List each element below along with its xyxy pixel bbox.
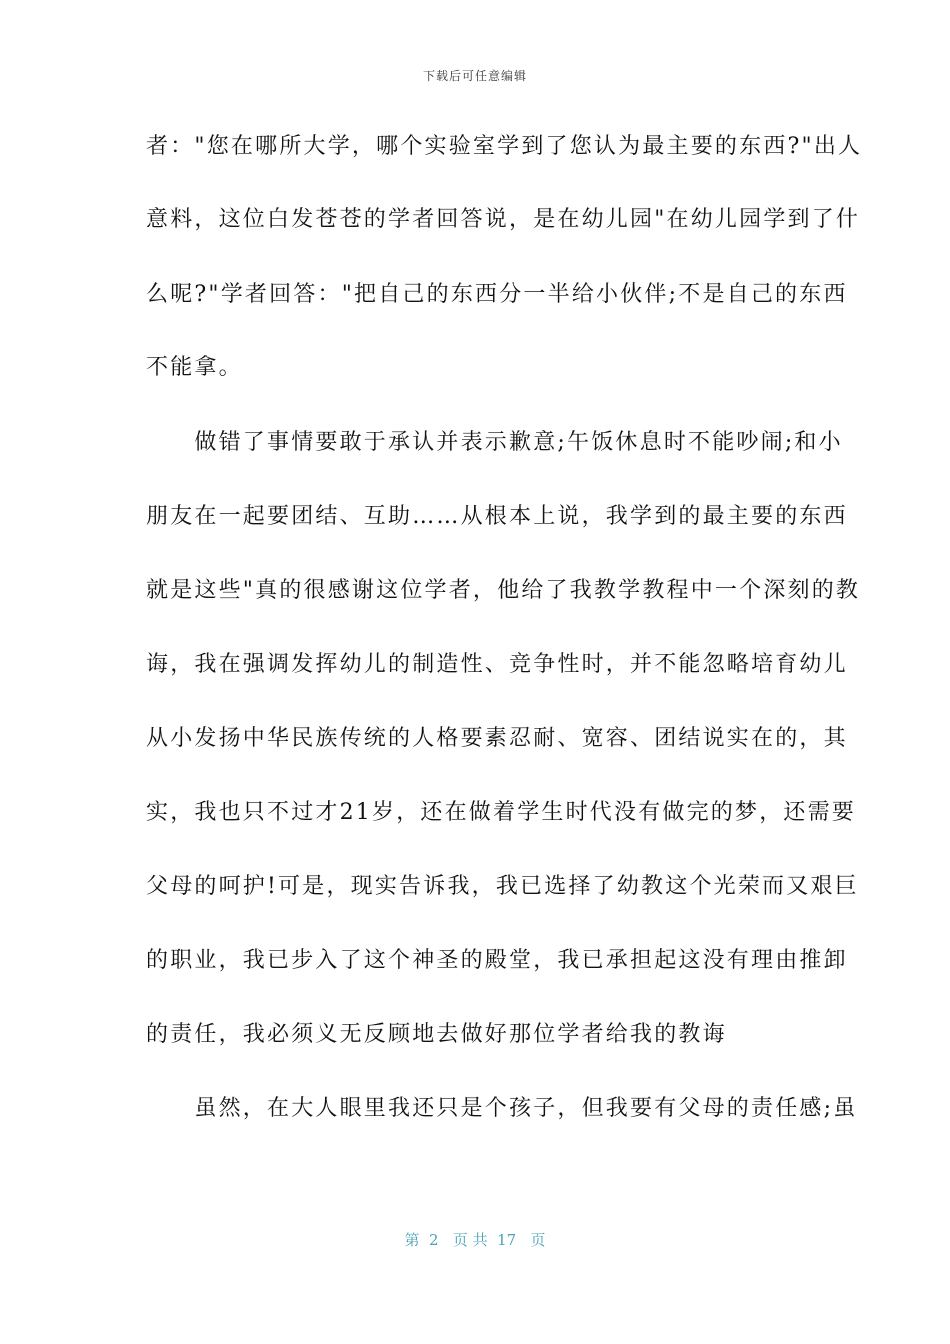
text-line: 朋友在一起要团结、互助……从根本上说，我学到的最主要的东西 (146, 504, 848, 529)
text-line: 父母的呵护!可是，现实告诉我，我已选择了幼教这个光荣而又艰巨 (146, 874, 859, 899)
text-line: 么呢?"学者回答："把自己的东西分一半给小伙伴;不是自己的东西 (146, 282, 848, 307)
text-line: 就是这些"真的很感谢这位学者，他给了我教学教程中一个深刻的教 (146, 578, 861, 603)
text-line: 做错了事情要敢于承认并表示歉意;午饭休息时不能吵闹;和小 (146, 430, 843, 455)
text-line: 虽然，在大人眼里我还只是个孩子，但我要有父母的责任感;虽 (146, 1096, 858, 1121)
text-line: 的职业，我已步入了这个神圣的殿堂，我已承担起这没有理由推卸 (146, 948, 848, 973)
header-note: 下载后可任意编辑 (422, 69, 527, 83)
text-line: 者："您在哪所大学，哪个实验室学到了您认为最主要的东西?"出人 (146, 134, 863, 159)
text-line: 诲，我在强调发挥幼儿的制造性、竞争性时，并不能忽略培育幼儿 (146, 652, 848, 677)
text-line: 实，我也只不过才21岁，还在做着学生时代没有做完的梦，还需要 (146, 800, 856, 825)
text-line: 从小发扬中华民族传统的人格要素忍耐、宽容、团结说实在的，其 (146, 726, 848, 751)
text-line: 意料，这位白发苍苍的学者回答说，是在幼儿园"在幼儿园学到了什 (146, 207, 861, 232)
text-line: 不能拿。 (146, 355, 243, 380)
page-number-footer: 第 2 页 共 17 页 (404, 1231, 546, 1249)
text-line: 的责任，我必须义无反顾地去做好那位学者给我的教诲 (146, 1022, 727, 1047)
